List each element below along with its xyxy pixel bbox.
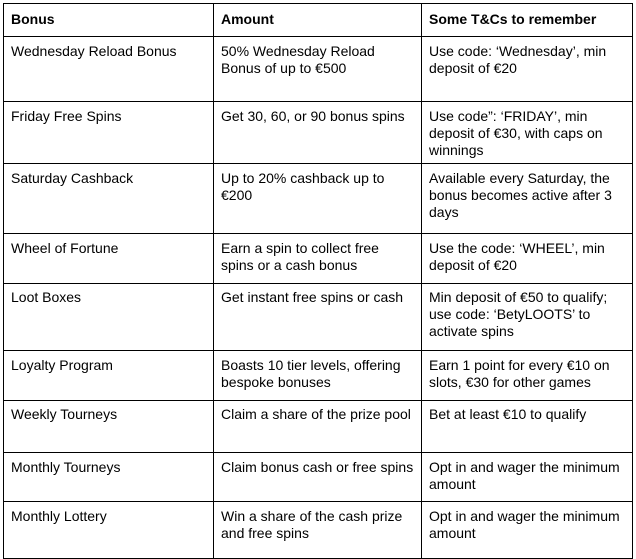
table-row <box>4 401 633 453</box>
cell-terms: Use code: ‘Wednesday’, min deposit of €20 <box>422 37 633 102</box>
header-terms: Some T&Cs to remember <box>422 4 633 37</box>
cell-amount: Earn a spin to collect free spins or a cash bonus <box>214 234 422 284</box>
cell-amount: Up to 20% cashback up to €200 <box>214 164 422 234</box>
header-bonus: Bonus <box>4 4 214 37</box>
table-row <box>4 351 633 401</box>
table-row <box>4 284 633 351</box>
cell-amount: Get 30, 60, or 90 bonus spins <box>214 102 422 164</box>
cell-terms: Earn 1 point for every €10 on slots, €30 for other games <box>422 351 633 401</box>
cell-bonus: Wednesday Reload Bonus <box>4 37 214 102</box>
table-row <box>4 102 633 164</box>
cell-terms: Available every Saturday, the bonus becomes active after 3 days <box>422 164 633 234</box>
cell-bonus: Weekly Tourneys <box>4 401 214 453</box>
cell-bonus: Monthly Tourneys <box>4 453 214 502</box>
cell-amount: Claim bonus cash or free spins <box>214 453 422 502</box>
cell-amount: Claim a share of the prize pool <box>214 401 422 453</box>
cell-amount: Boasts 10 tier levels, offering bespoke bonuses <box>214 351 422 401</box>
cell-bonus: Wheel of Fortune <box>4 234 214 284</box>
cell-amount: 50% Wednesday Reload Bonus of up to €500 <box>214 37 422 102</box>
bonus-table-container <box>3 3 633 559</box>
table-row <box>4 453 633 502</box>
cell-amount: Get instant free spins or cash <box>214 284 422 351</box>
cell-terms: Opt in and wager the minimum amount <box>422 502 633 559</box>
cell-bonus: Loyalty Program <box>4 351 214 401</box>
cell-terms: Opt in and wager the minimum amount <box>422 453 633 502</box>
table-row <box>4 164 633 234</box>
cell-bonus: Friday Free Spins <box>4 102 214 164</box>
bonus-table <box>3 3 633 559</box>
cell-bonus: Saturday Cashback <box>4 164 214 234</box>
cell-bonus: Monthly Lottery <box>4 502 214 559</box>
cell-terms: Bet at least €10 to qualify <box>422 401 633 453</box>
cell-terms: Use the code: ‘WHEEL’, min deposit of €20 <box>422 234 633 284</box>
table-row <box>4 502 633 559</box>
cell-bonus: Loot Boxes <box>4 284 214 351</box>
table-header-row <box>4 4 633 37</box>
header-amount: Amount <box>214 4 422 37</box>
cell-terms: Use code”: ‘FRIDAY’, min deposit of €30, with caps on winnings <box>422 102 633 164</box>
table-row <box>4 37 633 102</box>
table-row <box>4 234 633 284</box>
cell-amount: Win a share of the cash prize and free spins <box>214 502 422 559</box>
cell-terms: Min deposit of €50 to qualify; use code: ‘BetyLOOTS’ to activate spins <box>422 284 633 351</box>
